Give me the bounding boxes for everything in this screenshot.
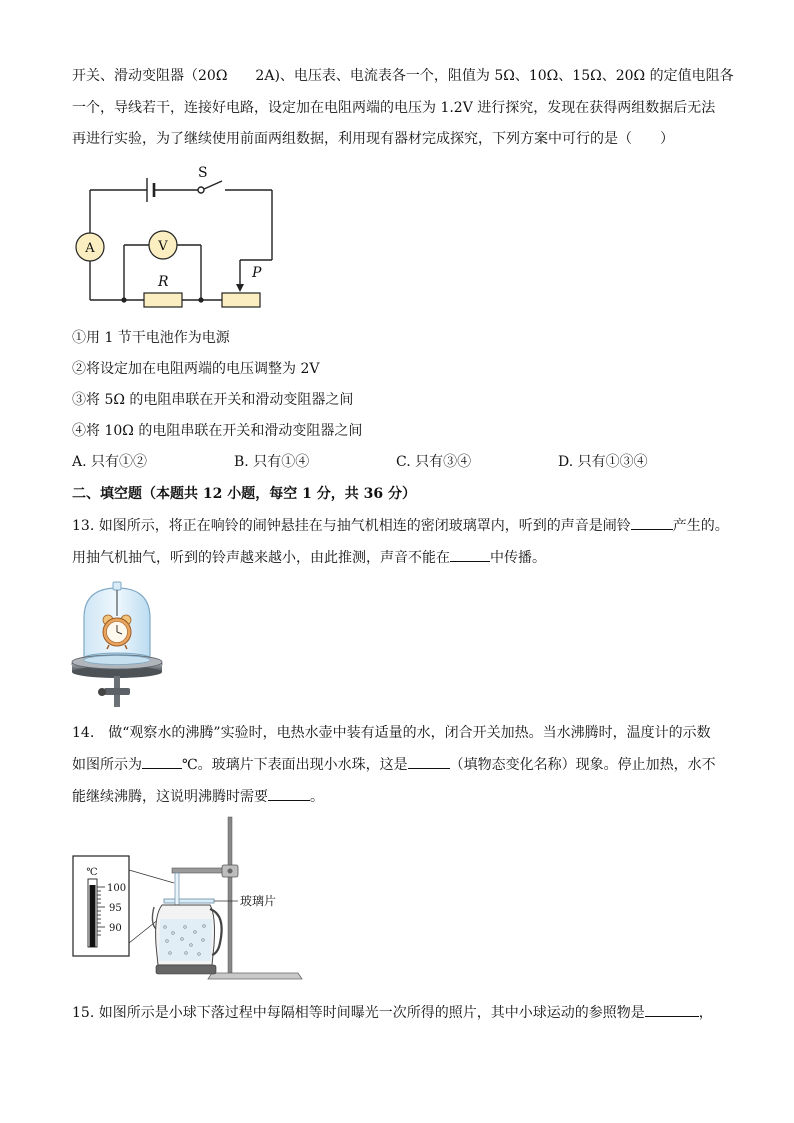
tick-label-95: 95 xyxy=(109,903,122,914)
boiling-experiment-illustration xyxy=(70,815,320,990)
tick-label-90: 90 xyxy=(109,923,122,934)
glass-plate xyxy=(164,899,214,903)
slider-label: P xyxy=(252,265,262,281)
switch-pivot xyxy=(198,187,204,193)
q14-blank-1[interactable] xyxy=(142,754,182,769)
resistor-label: R xyxy=(158,274,169,290)
circuit-diagram xyxy=(70,160,290,310)
valve-icon xyxy=(104,688,130,695)
q12-line-3: 再进行实验，为了继续使用前面两组数据，利用现有器材完成探究，下列方案中可行的是（ ） xyxy=(72,131,674,147)
junction-dot-left xyxy=(121,297,126,302)
jar-knob xyxy=(113,582,121,590)
q15-line-1 xyxy=(72,1002,713,1023)
switch-blade xyxy=(204,181,222,189)
q13-line-1 xyxy=(72,515,729,536)
q14-text-2b: ℃。玻璃片下表面出现小水珠，这是 xyxy=(182,757,408,773)
thermometer-unit: ℃ xyxy=(86,867,98,878)
q15-blank-1[interactable] xyxy=(645,1002,699,1017)
q13-blank-1[interactable] xyxy=(631,515,673,530)
q14-line-1: 14. 做“观察水的沸腾”实验时，电热水壶中装有适量的水，闭合开关加热。当水沸腾时，温度计的示数 xyxy=(72,725,711,741)
q13-text-2b: 中传播。 xyxy=(490,550,546,566)
q14-blank-3[interactable] xyxy=(268,786,310,801)
q14-line-2 xyxy=(72,754,716,775)
q12-scheme-3: ③将 5Ω 的电阻串联在开关和滑动变阻器之间 xyxy=(72,392,354,408)
thermometer-liquid xyxy=(90,885,96,947)
q12-line-1: 开关、滑动变阻器（20Ω 2A)、电压表、电流表各一个，阻值为 5Ω、10Ω、15Ω、20Ω 的定值电阻各 xyxy=(72,68,734,84)
clamp-arm xyxy=(172,868,228,873)
option-b[interactable]: B. 只有①④ xyxy=(234,454,310,470)
iron-stand-base xyxy=(208,973,302,979)
q13-text-1a: 13. 如图所示，将正在响铃的闹钟悬挂在与抽气机相连的密闭玻璃罩内，听到的声音是闹铃 xyxy=(72,518,631,534)
voltmeter-label: V xyxy=(158,239,168,254)
q14-text-2a: 如图所示为 xyxy=(72,757,142,773)
q15-text-1a: 15. 如图所示是小球下落过程中每隔相等时间曝光一次所得的照片，其中小球运动的参照物是 xyxy=(72,1005,645,1021)
q13-blank-2[interactable] xyxy=(450,547,490,562)
option-d[interactable]: D. 只有①③④ xyxy=(558,454,648,470)
q12-scheme-1: ①用 1 节干电池作为电源 xyxy=(72,330,230,346)
q14-text-3a: 能继续沸腾，这说明沸腾时需要 xyxy=(72,789,268,805)
switch-label: S xyxy=(198,165,208,181)
glass-plate-label: 玻璃片 xyxy=(240,894,277,908)
q13-line-2 xyxy=(72,547,546,568)
q15-text-1b: ， xyxy=(698,1005,713,1021)
electric-kettle-icon xyxy=(152,905,221,974)
option-a[interactable]: A. 只有①② xyxy=(72,454,148,470)
q13-text-2a: 用抽气机抽气，听到的铃声越来越小，由此推测，声音不能在 xyxy=(72,550,450,566)
q12-scheme-4: ④将 10Ω 的电阻串联在开关和滑动变阻器之间 xyxy=(72,423,363,439)
q12-options xyxy=(72,452,722,472)
junction-dot-right xyxy=(198,297,203,302)
ammeter-label: A xyxy=(85,241,95,256)
q13-text-1b: 产生的。 xyxy=(672,518,729,534)
q14-text-2c: （填物态变化名称）现象。停止加热，水不 xyxy=(449,757,716,773)
q12-line-2: 一个，导线若干，连接好电路，设定加在电阻两端的电压为 1.2V 进行探究，发现在获得两组数据后无法 xyxy=(72,100,716,116)
tick-label-100: 100 xyxy=(107,883,127,894)
q14-blank-2[interactable] xyxy=(408,754,450,769)
q12-scheme-2: ②将设定加在电阻两端的电压调整为 2V xyxy=(72,361,320,377)
iron-stand-rod xyxy=(228,817,232,973)
option-c[interactable]: C. 只有③④ xyxy=(396,454,472,470)
resistor-icon xyxy=(144,293,182,307)
q14-text-3b: 。 xyxy=(310,789,324,805)
section-heading: 二、填空题（本题共 12 小题，每空 1 分，共 36 分） xyxy=(72,486,416,502)
q14-line-3 xyxy=(72,786,324,807)
rheostat-icon xyxy=(222,293,260,307)
bell-jar-illustration xyxy=(70,580,165,710)
